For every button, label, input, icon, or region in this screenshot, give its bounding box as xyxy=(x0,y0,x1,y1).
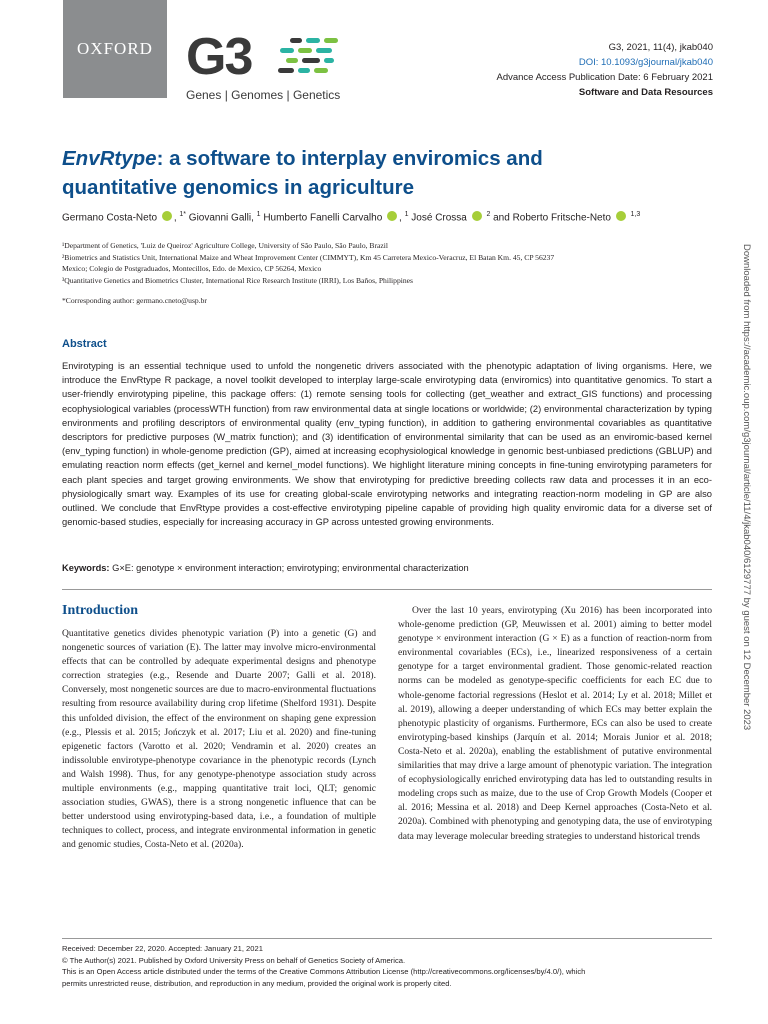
copyright: © The Author(s) 2021. Published by Oxford University Press on behalf of Genetics Society of America. xyxy=(62,955,406,965)
advance-access-date: Advance Access Publication Date: 6 February 2021 xyxy=(496,72,713,83)
introduction-column-2: Over the last 10 years, envirotyping (Xu 2016) has been incorporated into whole-genome prediction (GP, Meuwissen et al. 2001) aiming to better model genotype × environment interaction (G × E) as a function of reaction-norm from environmental covariables (ECs), i.e., linearized responsiveness of a certain genotype for a target environmental gradient. Those genomic-related reaction norms can be modeled as genotype-specific coefficients for each EC due to whole-genome factorial regressions (Heslot et al. 2014; Ly et al. 2018; Millet et al. 2019), allowing a deeper understanding of which ECs may better explain the phenotypic plasticity of organisms. Furthermore, ECs can also be used to create envirotyping-based kinships (Jarquín et al. 2014; Morais Junior et al. 2018; Costa-Neto et al. 2020a), enabling the establishment of putative environmental similarities that may drive a large amount of phenotypic variation. The integration of ecophysiologically enriched envirotyping data has led to outstanding results in modeling crops such as maize, due to the use of Crop Growth Models (Cooper et al. 2016; Messina et al. 2018) and Deep Kernel approaches (Costa-Neto et al. 2020a). Combined with phenotyping and genotyping data, the use of envirotyping data may leverage molecular breeding strategies to understand historical trends xyxy=(398,605,712,842)
journal-subtitle: Genes | Genomes | Genetics xyxy=(186,88,341,102)
orcid-icon[interactable] xyxy=(387,211,397,221)
keywords-text: G×E: genotype × environment interaction; envirotyping; environmental characterization xyxy=(112,563,469,573)
affiliation: ¹Department of Genetics, 'Luiz de Queiroz' Agriculture College, University of São Paulo, São Paulo, Brazil xyxy=(62,241,388,250)
citation: G3, 2021, 11(4), jkab040 xyxy=(608,42,713,53)
affiliation: ³Quantitative Genetics and Biometrics Cluster, International Rice Research Institute (IRRI), Los Baños, Philippines xyxy=(62,275,413,285)
author-list: Germano Costa-Neto , $^{1*}$ Giovanni Galli, $^1$ Humberto Fanelli Carvalho , $^1$ José Crossa $^2$ and Roberto Fritsche-Neto $^{1,3}$ xyxy=(62,211,641,224)
received-dates: Received: December 22, 2020. Accepted: January 21, 2021 xyxy=(62,944,263,953)
license-line-2: permits unrestricted reuse, distribution, and reproduction in any medium, provided the original work is properly cited. xyxy=(62,978,452,988)
affiliation: ²Biometrics and Statistics Unit, International Maize and Wheat Improvement Center (CIMMYT), Km 45 Carretera Mexico-Veracruz, El Batan Km. 45, CP 56237 xyxy=(62,252,555,262)
title-rest: : a software to interplay enviromics and quantitative genomics in agriculture xyxy=(62,147,543,199)
license-line-1: This is an Open Access article distributed under the terms of the Creative Commons Attribution License (http://creativecommons.org/licenses/by/4.0/), which xyxy=(62,967,586,976)
download-note-text: Downloaded from https://academic.oup.com/g3journal/article/11/4/jkab040/6129777 by guest on 12 December 2023 xyxy=(741,244,752,731)
g3-logo: G3 xyxy=(186,28,252,86)
abstract-text: Envirotyping is an essential technique used to unfold the nongenetic drivers associated with the phenotypic adaptation of living organisms. Here, we introduce the EnvRtype R package, a novel toolkit developed to interplay large-scale envirotyping data (enviromics) into quantitative genomics. To start a user-friendly envirotyping pipeline, this package offers: (1) remote sensing tools for collecting (get_weather and extract_GIS functions) and processing ecophysiological variables (processWTH function) from raw environmental data at single locations or worldwide; (2) environmental characterization by typing environments and profiling descriptors of environmental quality (env_typing function), in addition to gathering environmental covariables as quantitative descriptors for predictive purposes (W_matrix function); and (3) identification of environmental similarity that can be used as an enviromic-based kernel (env_typing function) in whole-genome prediction (GP), aimed at increasing ecophysiological knowledge in genomic best-unbiased predictions (GBLUP) and emulating reaction norm effects (get_kernel and kernel_model functions). We highlight literature mining concepts in fine-tuning envirotyping parameters for each plant species and target growing environments. We show that envirotyping for predictive breeding collects raw data and processes it in an eco-physiologically smart way. Examples of its use for creating global-scale envirotyping networks and integrating reaction-norm modeling in GP are also outlined. We conclude that EnvRtype provides a cost-effective envirotyping pipeline capable of providing high quality enviromic data for a diverse set of genomic-based studies, especially for increasing accuracy in GP across untested growing environments. xyxy=(62,361,712,528)
keywords-label: Keywords: xyxy=(62,563,110,573)
author-affil: 2 xyxy=(486,211,491,218)
oxford-logo xyxy=(63,0,167,98)
title-italic: EnvRtype xyxy=(62,147,157,170)
author-name[interactable]: Humberto Fanelli Carvalho xyxy=(263,212,383,224)
author-name[interactable]: José Crossa xyxy=(411,212,467,224)
article-title xyxy=(62,144,662,202)
keywords xyxy=(62,563,469,573)
g3-logo-dashes-icon xyxy=(274,36,344,84)
footer-divider xyxy=(62,938,712,939)
author-affil: 1,3 xyxy=(630,211,641,218)
introduction-heading: Introduction xyxy=(62,603,138,618)
citation-block xyxy=(496,40,713,100)
doi-link[interactable]: DOI: 10.1093/g3journal/jkab040 xyxy=(578,57,713,68)
author-name[interactable]: and Roberto Fritsche-Neto xyxy=(493,212,611,224)
publisher-name: OXFORD xyxy=(77,39,153,58)
orcid-icon[interactable] xyxy=(472,211,482,221)
orcid-icon[interactable] xyxy=(616,211,626,221)
author-name[interactable]: Giovanni Galli xyxy=(188,212,252,224)
introduction-column-1: Quantitative genetics divides phenotypic variation (P) into a genetic (G) and nongenetic sources of variation (E). The latter may involve micro-environmental effects that can be controlled by adequate experimental designs and phenotype correction strategies (e.g., Resende and Duarte 2007; Galli et al. 2018). Conversely, most nongenetic sources are due to macro-environmental fluctuations resulting from resource availability during crop lifetime (Shelford 1931). Despite this unfolded division, the effect of the environment on shaping gene expression (e.g., Plessis et al. 2015; Jończyk et al. 2017; Liu et al. 2020) and fine-tuning epigenetic factors (Varotto et al. 2020; Vendramin et al. 2020) creates an indissoluble envirotype-phenotype covariance in the phenotypic records (Lynch and Walsh 1998). Thus, for any genotype-phenotype association study across multiple environments (e.g., mapping quantitative trait loci, QLT; genomic association studies, GWAS), there is a strong nongenetic influence that can be better understood using envirotyping-based data, i.e., a foundation of multiple techniques to collect, process, and integrate environmental information in genetic and genomic studies, Costa-Neto et al. (2020a). xyxy=(62,628,376,851)
footer xyxy=(62,943,722,989)
author-affil: 1 xyxy=(256,211,261,218)
affiliation: Mexico; Colegio de Postgraduados, Montecillos, Edo. de Mexico, CP 56264, Mexico xyxy=(62,264,322,273)
orcid-icon[interactable] xyxy=(162,211,172,221)
author-affil: 1* xyxy=(179,211,187,218)
abstract-heading: Abstract xyxy=(62,338,107,350)
author-affil: 1 xyxy=(404,211,409,218)
article-section: Software and Data Resources xyxy=(578,87,713,98)
divider xyxy=(62,589,712,590)
author-name[interactable]: Germano Costa-Neto xyxy=(62,212,158,224)
download-note xyxy=(738,244,754,804)
corresponding-author: *Corresponding author: germano.cneto@usp.br xyxy=(62,296,207,305)
affiliations xyxy=(62,240,722,286)
